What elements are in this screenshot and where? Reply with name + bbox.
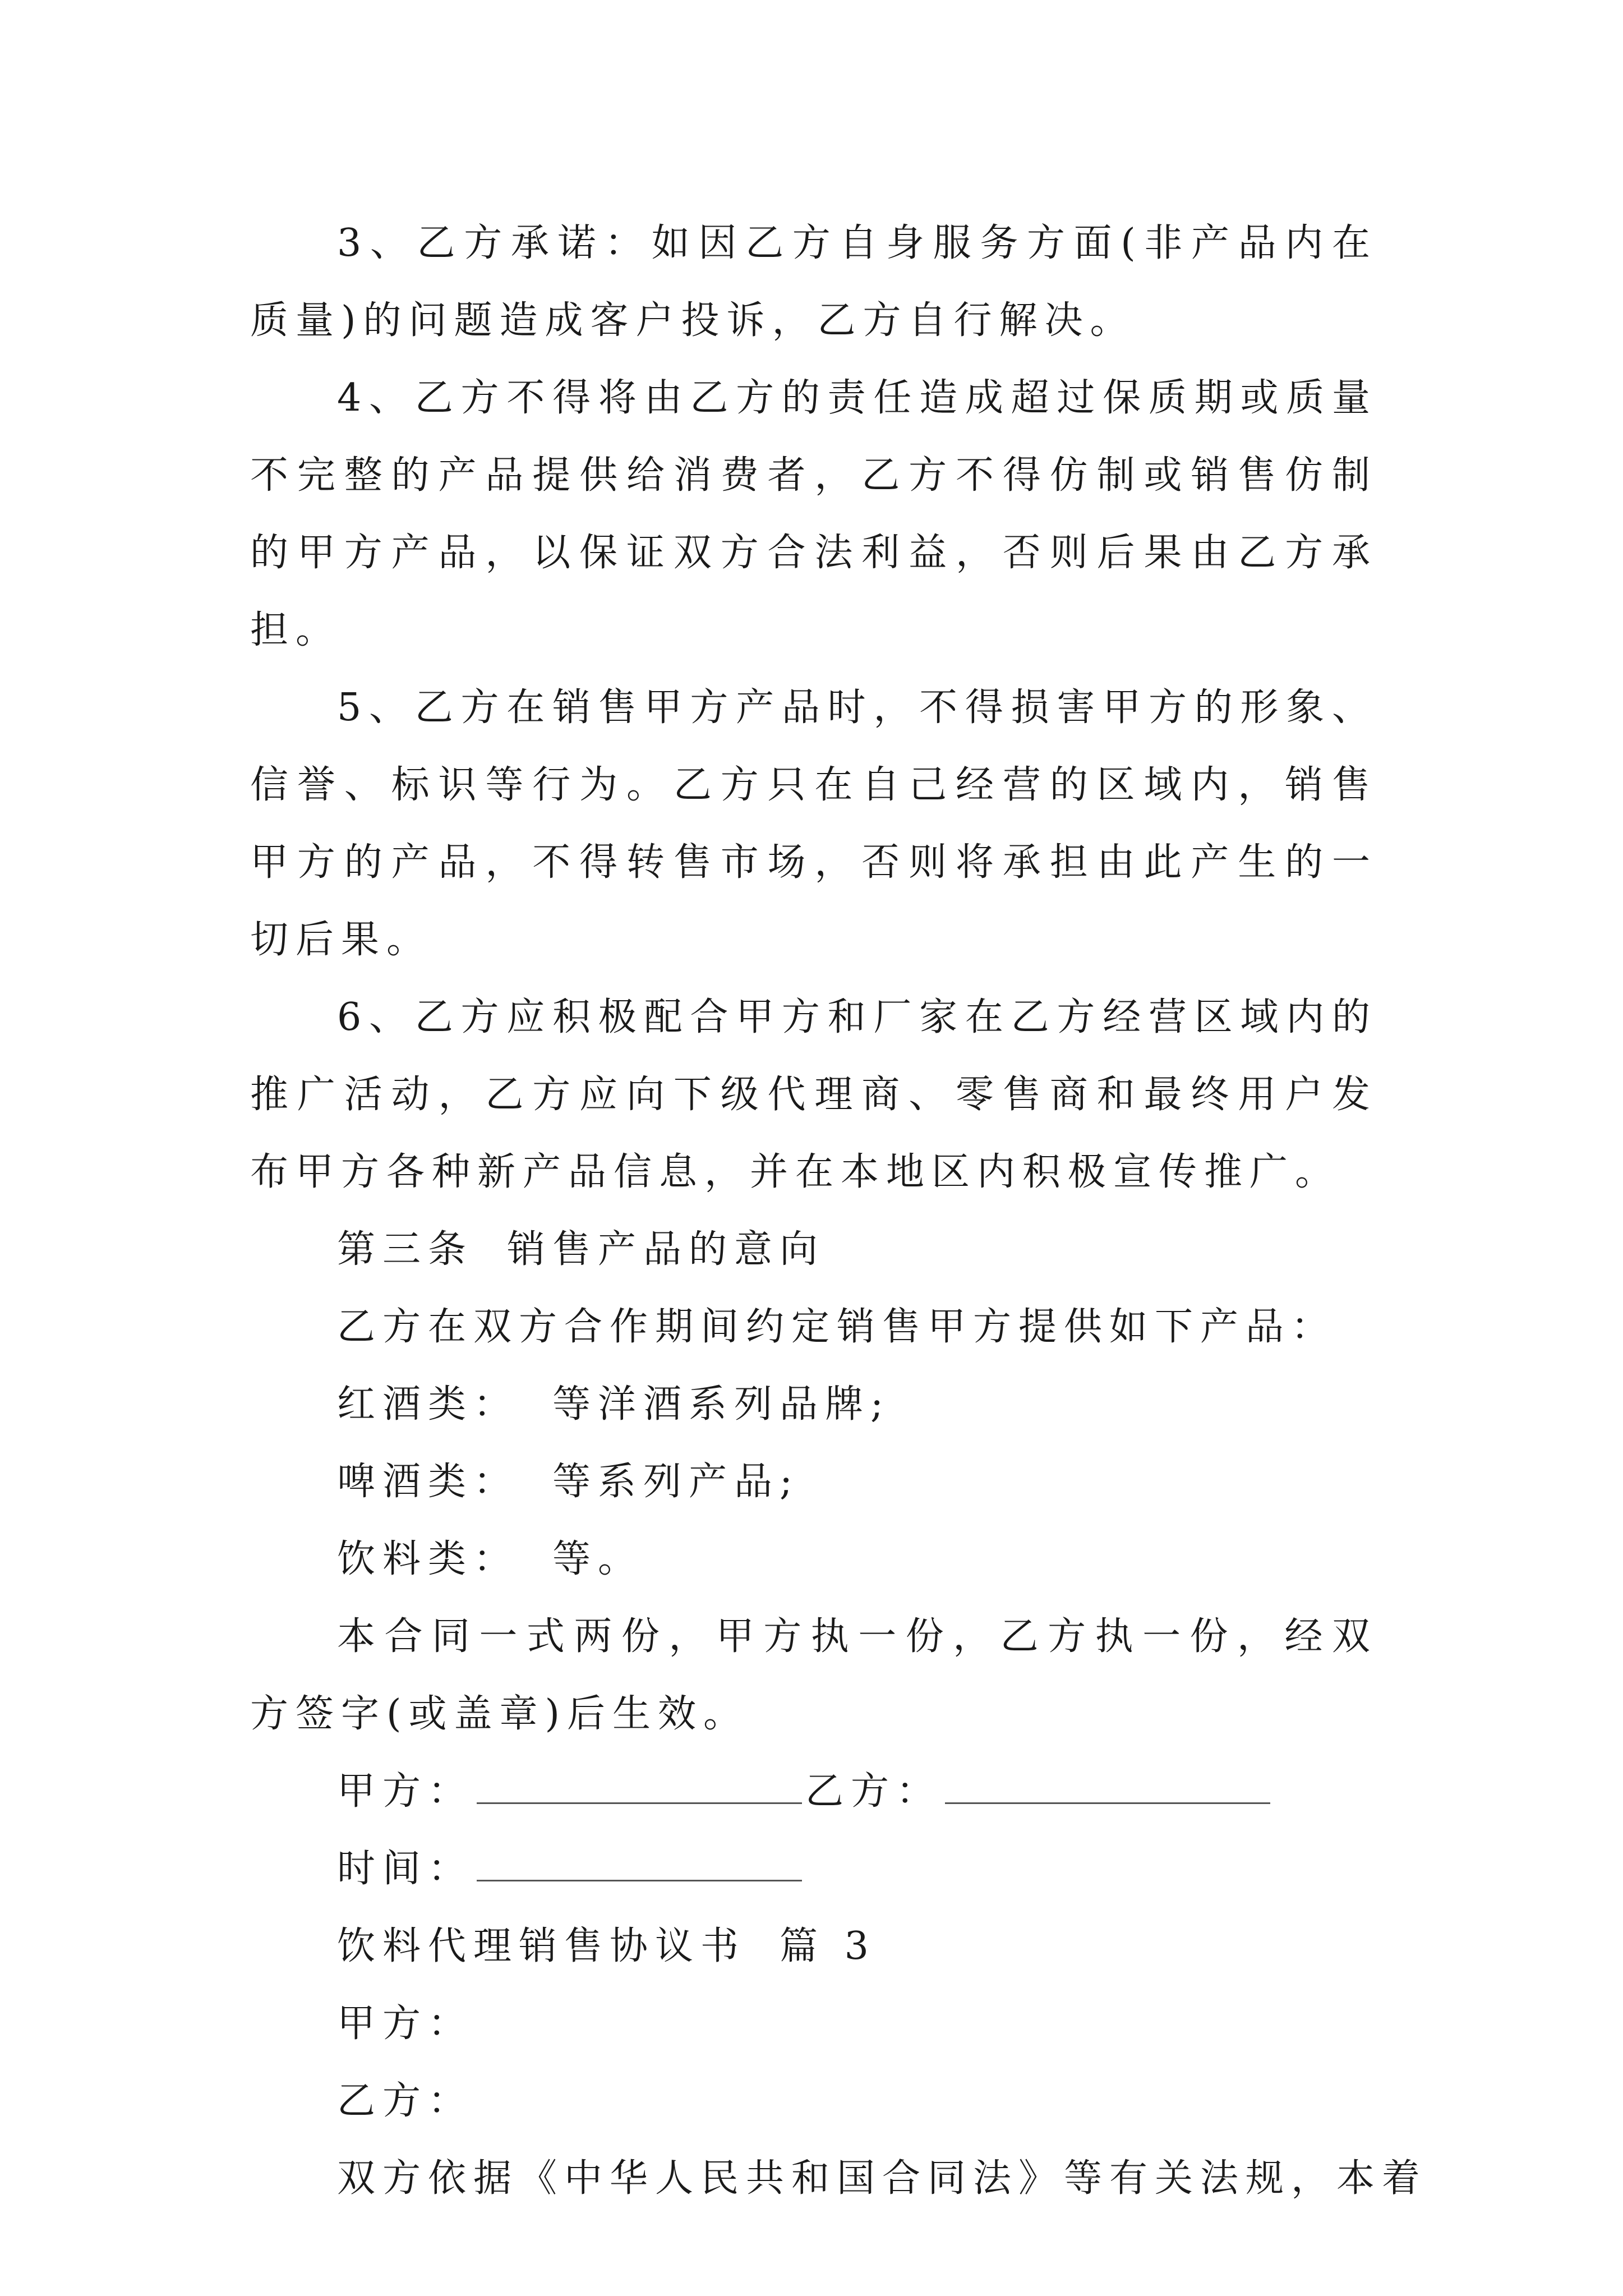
party-b-signature-blank	[945, 1769, 1270, 1804]
agreement-part: 篇 3	[780, 1924, 876, 1968]
party-a-signature-blank	[477, 1769, 802, 1804]
clause-6-paragraph: 6、乙方应积极配合甲方和厂家在乙方经营区域内的推广活动，乙方应向下级代理商、零售商和最终用户发布甲方各种新产品信息，并在本地区内积极宣传推广。	[250, 995, 1377, 1194]
clause-3-paragraph: 3、乙方承诺：如因乙方自身服务方面(非产品内在质量)的问题造成客户投诉，乙方自行解决。	[250, 221, 1377, 343]
article-3-intro: 乙方在双方合作期间约定销售甲方提供如下产品：	[337, 1305, 1337, 1349]
document-body	[250, 205, 1428, 2217]
product-item-wine	[250, 1366, 1377, 1443]
closing-paragraph: 本合同一式两份，甲方执一份，乙方执一份，经双方签字(或盖章)后生效。	[250, 1614, 1377, 1736]
clause-4-paragraph: 4、乙方不得将由乙方的责任造成超过保质期或质量不完整的产品提供给消费者，乙方不得仿制或销售仿制的甲方产品，以保证双方合法利益，否则后果由乙方承担。	[250, 376, 1377, 652]
signature-line-time	[250, 1830, 1377, 1908]
agreement-title: 饮料代理销售协议书	[337, 1924, 746, 1968]
product-item-beverage	[250, 1521, 1377, 1598]
section-3-title	[250, 1908, 1377, 1985]
product-item-value: 等系列产品;	[552, 1460, 800, 1504]
article-3-heading	[250, 1211, 1377, 1289]
time-blank	[477, 1846, 802, 1881]
section-3-party-b: 乙方：	[337, 2079, 474, 2123]
party-b-label: 乙方：	[805, 1769, 942, 1814]
product-item-label: 饮料类：	[337, 1537, 519, 1581]
party-a-label: 甲方：	[337, 1769, 474, 1814]
signature-line-parties	[250, 1753, 1377, 1830]
product-item-label: 啤酒类：	[337, 1460, 519, 1504]
product-item-value: 等。	[552, 1537, 644, 1581]
section-3-opening: 双方依据《中华人民共和国合同法》等有关法规，本着	[337, 2156, 1428, 2201]
product-item-beer	[250, 1443, 1377, 1521]
clause-5-paragraph: 5、乙方在销售甲方产品时，不得损害甲方的形象、信誉、标识等行为。乙方只在自己经营的区域内，销售甲方的产品，不得转售市场，否则将承担由此产生的一切后果。	[250, 685, 1377, 962]
article-3-title: 销售产品的意向	[507, 1227, 826, 1272]
time-label: 时间：	[337, 1847, 474, 1891]
product-item-label: 红酒类：	[337, 1382, 519, 1427]
article-3-number: 第三条	[337, 1227, 474, 1272]
section-3-party-a: 甲方：	[337, 2001, 474, 2046]
product-item-value: 等洋酒系列品牌;	[552, 1382, 891, 1427]
